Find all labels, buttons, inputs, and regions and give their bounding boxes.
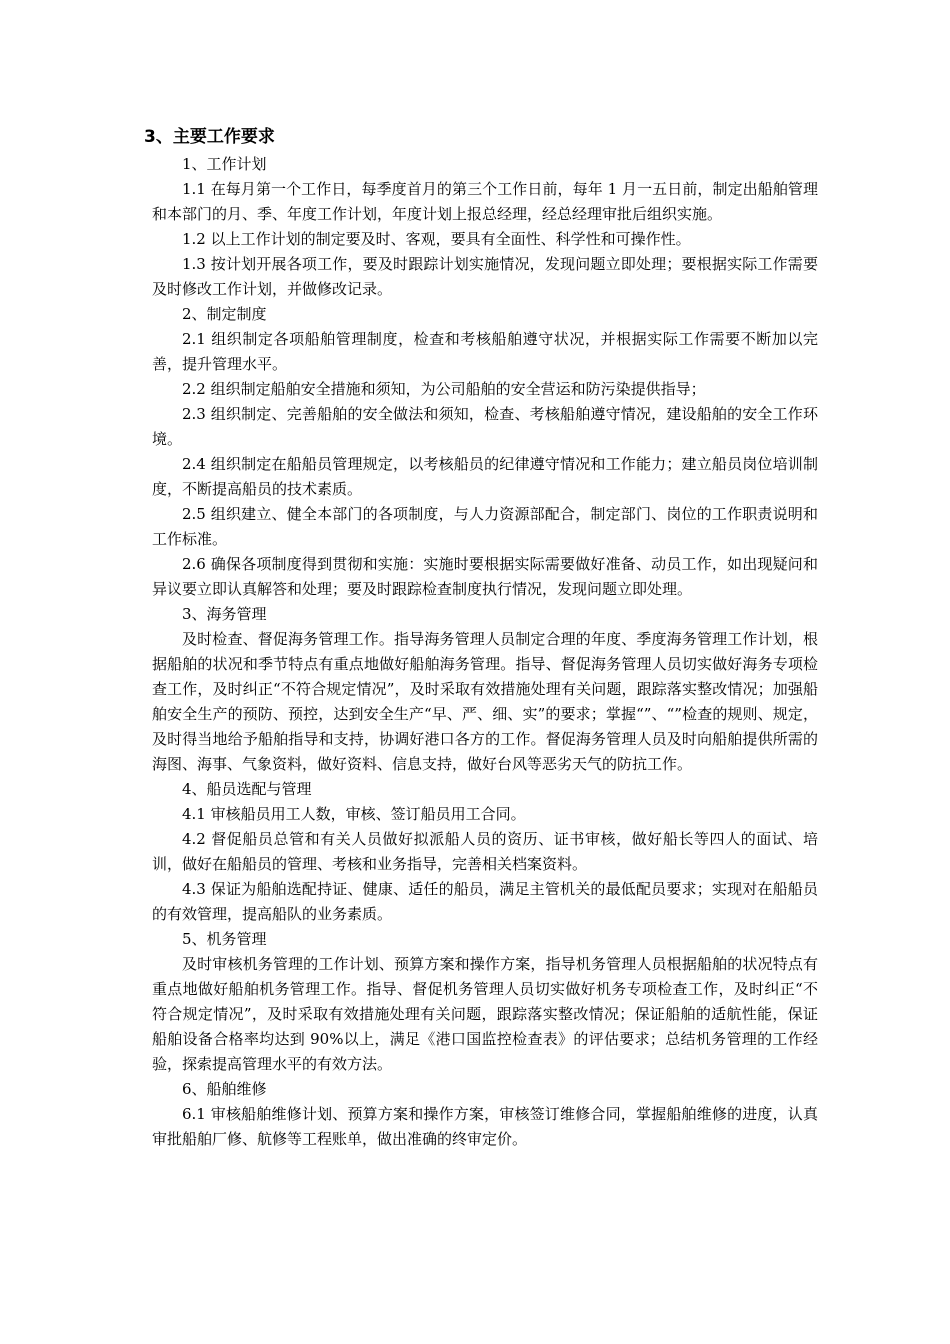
section-title: 2、制定制度 (182, 305, 267, 323)
paragraph: 6.1 审核船舶维修计划、预算方案和操作方案，审核签订维修合同，掌握船舶维修的进度，认真审批船舶厂修、航修等工程账单，做出准确的终审定价。 (152, 1105, 818, 1148)
paragraph: 2.3 组织制定、完善船舶的安全做法和须知，检查、考核船舶遵守情况，建设船舶的安全工作环境。 (152, 405, 818, 448)
paragraph: 2.1 组织制定各项船舶管理制度，检查和考核船舶遵守状况，并根据实际工作需要不断加以完善，提升管理水平。 (152, 330, 818, 373)
section-title: 6、船舶维修 (182, 1080, 267, 1098)
paragraph: 4.3 保证为船舶选配持证、健康、适任的船员，满足主管机关的最低配员要求；实现对在船船员的有效管理，提高船队的业务素质。 (152, 880, 818, 923)
section-heading: 3、主要工作要求 (144, 127, 275, 147)
document-body (144, 124, 818, 1152)
paragraph: 2.2 组织制定船舶安全措施和须知，为公司船舶的安全营运和防污染提供指导； (182, 380, 706, 398)
section-title: 4、船员选配与管理 (182, 780, 312, 798)
document-blocks (152, 152, 818, 1152)
section-title: 3、海务管理 (182, 605, 267, 623)
paragraph: 4.1 审核船员用工人数，审核、签订船员用工合同。 (182, 805, 526, 823)
paragraph: 1.2 以上工作计划的制定要及时、客观，要具有全面性、科学性和可操作性。 (182, 230, 691, 248)
paragraph: 4.2 督促船员总管和有关人员做好拟派船人员的资历、证书审核，做好船长等四人的面试、培训，做好在船船员的管理、考核和业务指导，完善相关档案资料。 (152, 830, 818, 873)
paragraph: 2.4 组织制定在船船员管理规定，以考核船员的纪律遵守情况和工作能力；建立船员岗位培训制度，不断提高船员的技术素质。 (152, 455, 818, 498)
paragraph: 及时审核机务管理的工作计划、预算方案和操作方案，指导机务管理人员根据船舶的状况特点有重点地做好船舶机务管理工作。指导、督促机务管理人员切实做好机务专项检查工作，及时纠正“不符合规定情况”，及时采取有效措施处理有关问题，跟踪落实整改情况；保证船舶的适航性能，保证船舶设备合格率均达到 90%以上，满足《港口国监控检查表》的评估要求；总结机务管理的工作经验，探索提高管理水平的有效方法。 (152, 955, 818, 1073)
paragraph: 及时检查、督促海务管理工作。指导海务管理人员制定合理的年度、季度海务管理工作计划，根据船舶的状况和季节特点有重点地做好船舶海务管理。指导、督促海务管理人员切实做好海务专项检查工作，及时纠正“不符合规定情况”，及时采取有效措施处理有关问题，跟踪落实整改情况；加强船舶安全生产的预防、预控，达到安全生产“早、严、细、实”的要求；掌握“”、“”检查的规则、规定，及时得当地给予船舶指导和支持，协调好港口各方的工作。督促海务管理人员及时向船舶提供所需的海图、海事、气象资料，做好资料、信息支持，做好台风等恶劣天气的防抗工作。 (152, 630, 818, 773)
section-title: 5、机务管理 (182, 930, 267, 948)
paragraph: 2.6 确保各项制度得到贯彻和实施：实施时要根据实际需要做好准备、动员工作，如出现疑问和异议要立即认真解答和处理；要及时跟踪检查制度执行情况，发现问题立即处理。 (152, 555, 818, 598)
paragraph: 1.3 按计划开展各项工作，要及时跟踪计划实施情况，发现问题立即处理；要根据实际工作需要及时修改工作计划，并做修改记录。 (152, 255, 818, 298)
paragraph: 1.1 在每月第一个工作日，每季度首月的第三个工作日前，每年 1 月一五日前，制定出船舶管理和本部门的月、季、年度工作计划，年度计划上报总经理，经总经理审批后组织实施。 (152, 180, 818, 223)
paragraph: 2.5 组织建立、健全本部门的各项制度，与人力资源部配合，制定部门、岗位的工作职责说明和工作标准。 (152, 505, 818, 548)
section-title: 1、工作计划 (182, 155, 267, 173)
